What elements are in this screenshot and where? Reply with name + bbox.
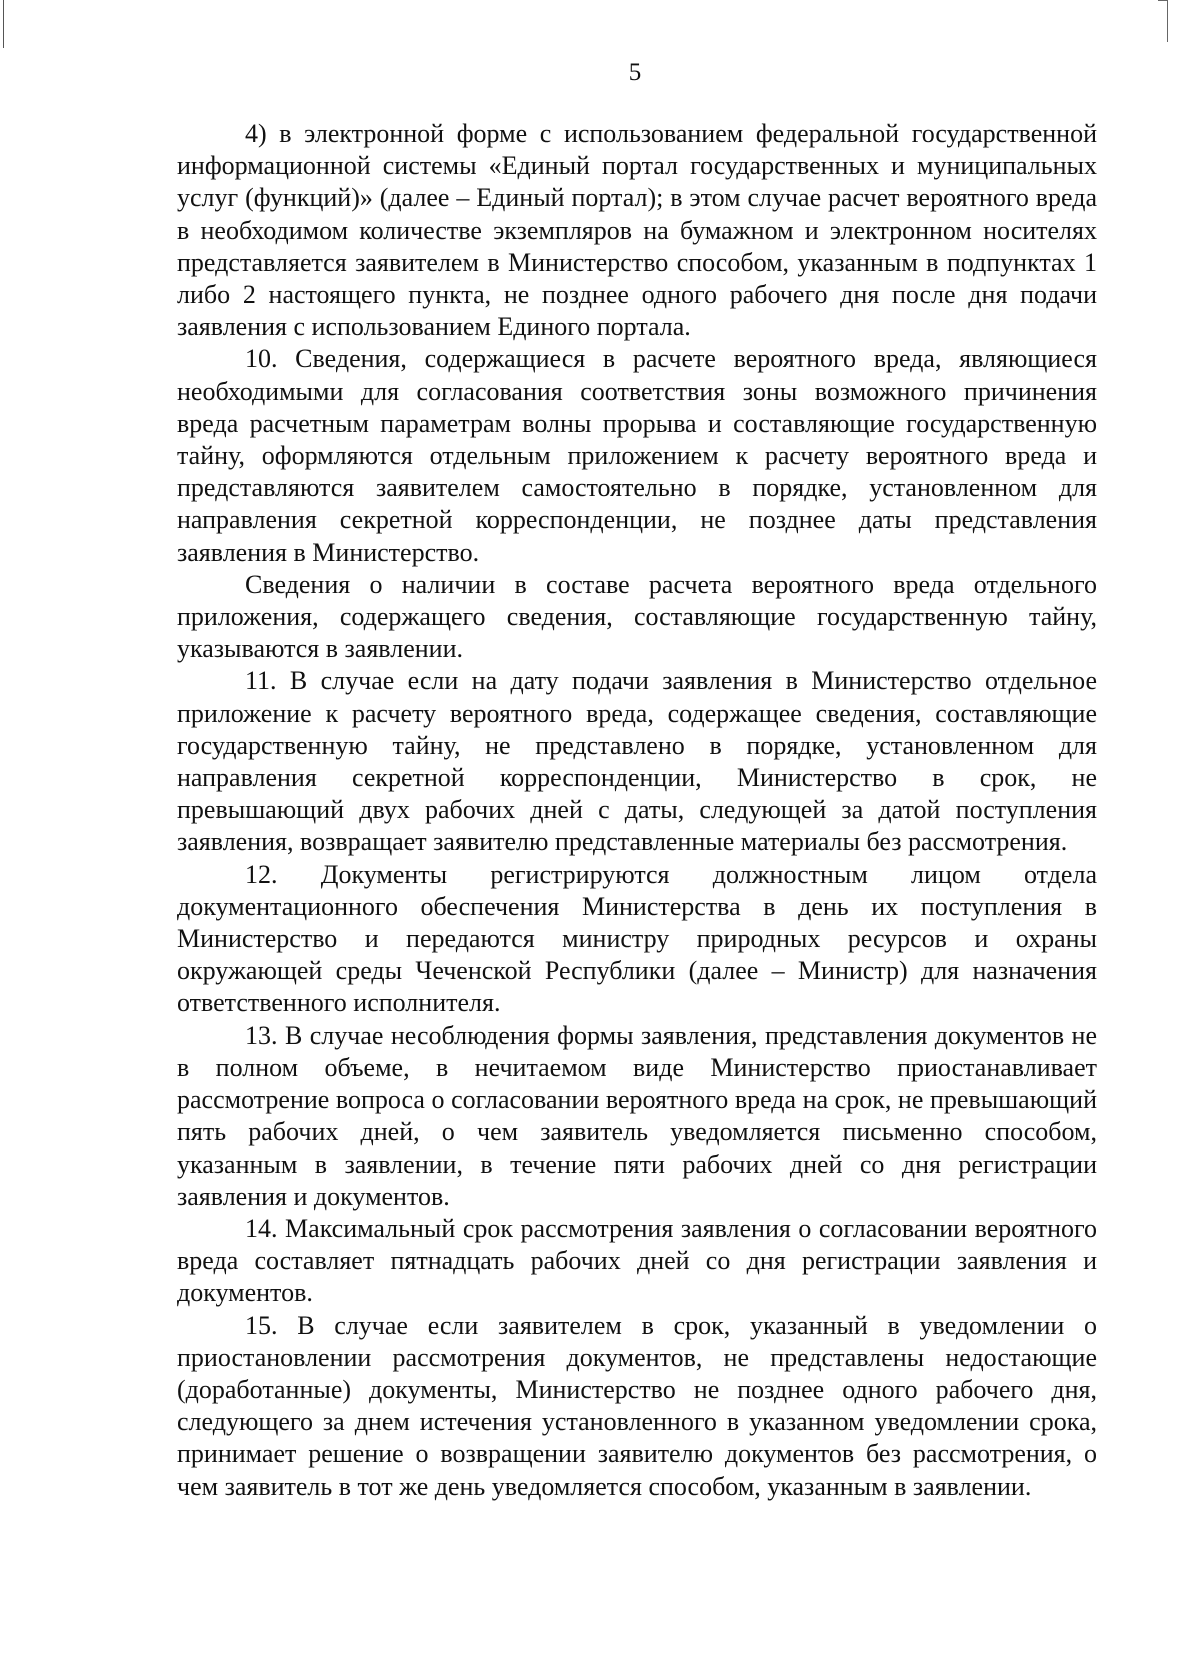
paragraph-item-12: 12. Документы регистрируются должностным лицом отдела документационного обеспечения Министерства в день их поступления в Министерство и передаются министру природных ресурсов и охраны окружающей среды Чеченской Республики (далее – Министр) для назначения ответственного исполнителя. — [177, 859, 1097, 1018]
scan-edge-mark-left — [3, 0, 4, 48]
paragraph-item-13: 13. В случае несоблюдения формы заявления, представления документов не в полном объеме, в нечитаемом виде Министерство приостанавливает рассмотрение вопроса о согласовании вероятного вреда на срок, не превышающий пять рабочих дней, о чем заявитель уведомляется письменно способом, указанным в заявлении, в течение пяти рабочих дней со дня регистрации заявления и документов. — [177, 1020, 1097, 1211]
page-number: 5 — [628, 59, 642, 86]
paragraph-item-10: 10. Сведения, содержащиеся в расчете вероятного вреда, являющиеся необходимыми для согласования соответствия зоны возможного причинения вреда расчетным параметрам волны прорыва и составляющие государственную тайну, оформляются отдельным приложением к расчету вероятного вреда и представляются заявителем самостоятельно в порядке, установленном для направления секретной корреспонденции, не позднее даты представления заявления в Министерство. — [177, 344, 1097, 567]
paragraph-item-15: 15. В случае если заявителем в срок, указанный в уведомлении о приостановлении рассмотрения документов, не представлены недостающие (доработанные) документы, Министерство не позднее одного рабочего дня, следующего за днем истечения установленного в указанном уведомлении срока, принимает решение о возвращении заявителю документов без рассмотрения, о чем заявитель в тот же день уведомляется способом, указанным в заявлении. — [177, 1310, 1097, 1501]
document-body — [177, 118, 1097, 1503]
paragraph-secret-annex-note: Сведения о наличии в составе расчета вероятного вреда отдельного приложения, содержащего сведения, составляющие государственную тайну, указываются в заявлении. — [177, 569, 1097, 664]
paragraph-item-14: 14. Максимальный срок рассмотрения заявления о согласовании вероятного вреда составляет пятнадцать рабочих дней со дня регистрации заявления и документов. — [177, 1213, 1097, 1308]
paragraph-item-11: 11. В случае если на дату подачи заявления в Министерство отдельное приложение к расчету вероятного вреда, содержащее сведения, составляющие государственную тайну, не представлено в порядке, установленном для направления секретной корреспонденции, Министерство в срок, не превышающий двух рабочих дней с даты, следующей за датой поступления заявления, возвращает заявителю представленные материалы без рассмотрения. — [177, 666, 1097, 857]
paragraph-item-4: 4) в электронной форме с использованием федеральной государственной информационной системы «Единый портал государственных и муниципальных услуг (функций)» (далее – Единый портал); в этом случае расчет вероятного вреда в необходимом количестве экземпляров на бумажном и электронном носителях представляется заявителем в Министерство способом, указанным в подпунктах 1 либо 2 настоящего пункта, не позднее одного рабочего дня после дня подачи заявления с использованием Единого портала. — [177, 119, 1097, 342]
scan-edge-mark-right — [1167, 0, 1168, 42]
